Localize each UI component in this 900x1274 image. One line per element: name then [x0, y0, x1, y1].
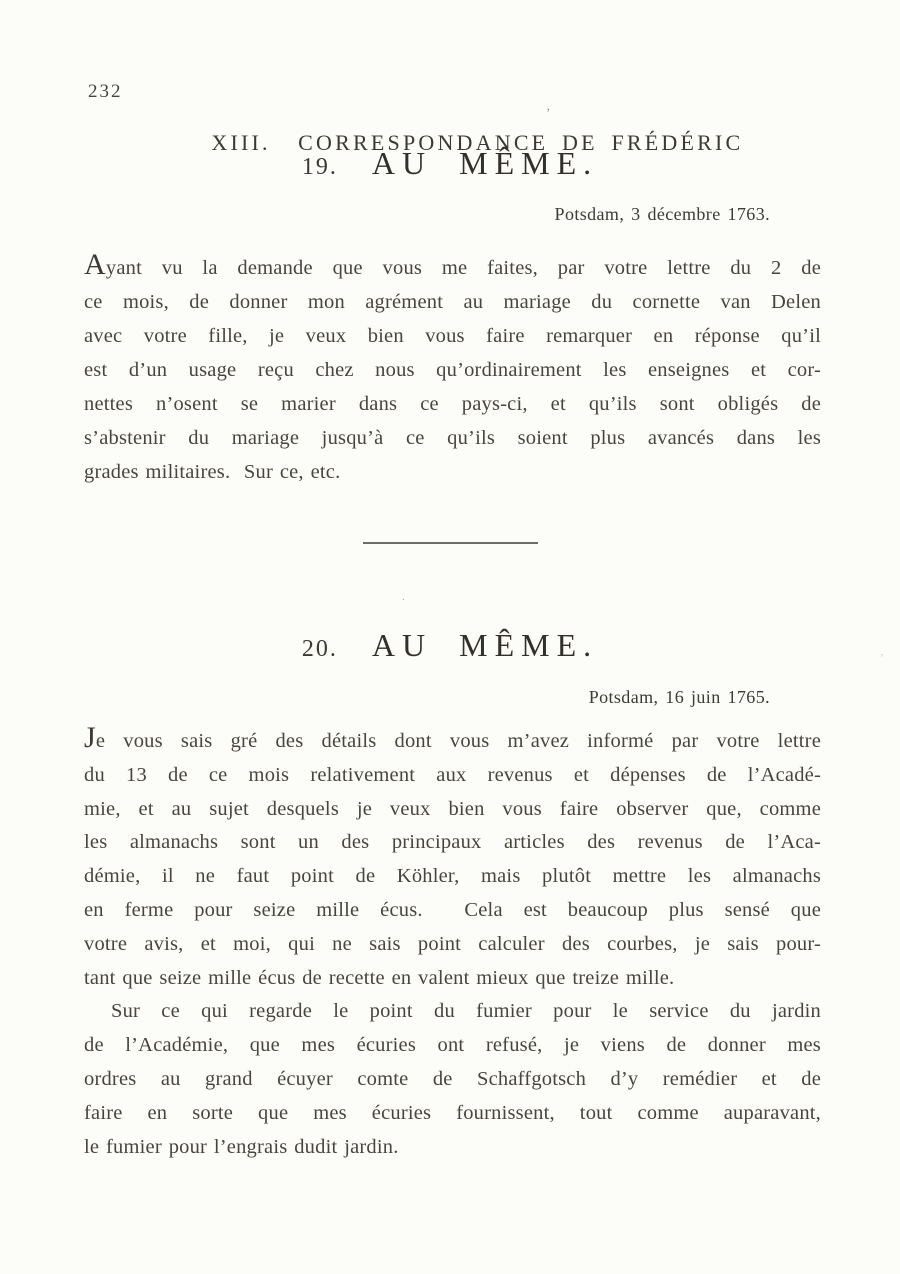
text-line: du 13 de ce mois relativement aux revenus et dépenses de l’Acadé- — [84, 763, 821, 786]
text-line: faire en sorte que mes écuries fournissent, tout comme auparavant, — [84, 1101, 821, 1124]
text-line: avec votre fille, je veux bien vous faire remarquer en réponse qu’il — [84, 325, 821, 347]
letter-19-title: AU MÊME. — [371, 145, 599, 181]
text-line: ce mois, de donner mon agrément au mariage du cornette van Delen — [84, 291, 821, 313]
text-line: Je vous sais gré des détails dont vous m’avez informé par votre lettre — [84, 721, 821, 754]
text-line: de l’Académie, que mes écuries ont refusé, je viens de donner mes — [84, 1034, 821, 1057]
scan-speck: ’ — [880, 652, 884, 664]
text-line: votre avis, et moi, qui ne sais point calculer des courbes, je sais pour- — [84, 932, 821, 955]
letter-19-heading — [0, 144, 900, 186]
text-line: Sur ce qui regarde le point du fumier pour le service du jardin — [111, 1000, 821, 1023]
letter-20-title: AU MÊME. — [371, 627, 599, 663]
text-line: nettes n’osent se marier dans ce pays-ci, et qu’ils sont obligés de — [84, 393, 821, 415]
drop-initial: A — [84, 248, 106, 281]
text-line: ordres au grand écuyer comte de Schaffgotsch d’y remédier et de — [84, 1067, 821, 1090]
text-line: est d’un usage reçu chez nous qu’ordinairement les enseignes et cor- — [84, 359, 821, 381]
text-line: s’abstenir du mariage jusqu’à ce qu’ils soient plus avancés dans les — [84, 427, 821, 449]
text-line: grades militaires. Sur ce, etc. — [84, 461, 341, 483]
letter-19-number: 19. — [301, 154, 338, 180]
text-line: tant que seize mille écus de recette en valent mieux que treize mille. — [84, 966, 675, 989]
letter-20-dateline: Potsdam, 16 juin 1765. — [588, 687, 770, 707]
page-number: 232 — [88, 81, 123, 102]
letter-20-number: 20. — [301, 636, 338, 662]
text-line: en ferme pour seize mille écus. Cela est beaucoup plus sensé que — [84, 898, 821, 921]
running-header-title: XIII. CORRESPONDANCE DE FRÉDÉRIC — [211, 130, 744, 155]
letter-19-body — [84, 248, 821, 489]
section-divider — [363, 542, 538, 544]
text-line: mie, et au sujet desquels je veux bien vous faire observer que, comme — [84, 797, 821, 820]
letter-20-body — [84, 721, 821, 1164]
letter-19-dateline: Potsdam, 3 décembre 1763. — [554, 204, 770, 224]
scan-speck: ’ — [546, 105, 551, 120]
drop-initial: J — [84, 721, 96, 754]
letter-20-heading — [0, 626, 900, 668]
text-line: démie, il ne faut point de Köhler, mais plutôt mettre les almanachs — [84, 865, 821, 888]
text-line: les almanachs sont un des principaux articles des revenus de l’Aca- — [84, 831, 821, 854]
text-line: Ayant vu la demande que vous me faites, par votre lettre du 2 de — [84, 248, 821, 281]
scan-speck: . — [402, 591, 405, 603]
text-line: le fumier pour l’engrais dudit jardin. — [84, 1135, 399, 1158]
